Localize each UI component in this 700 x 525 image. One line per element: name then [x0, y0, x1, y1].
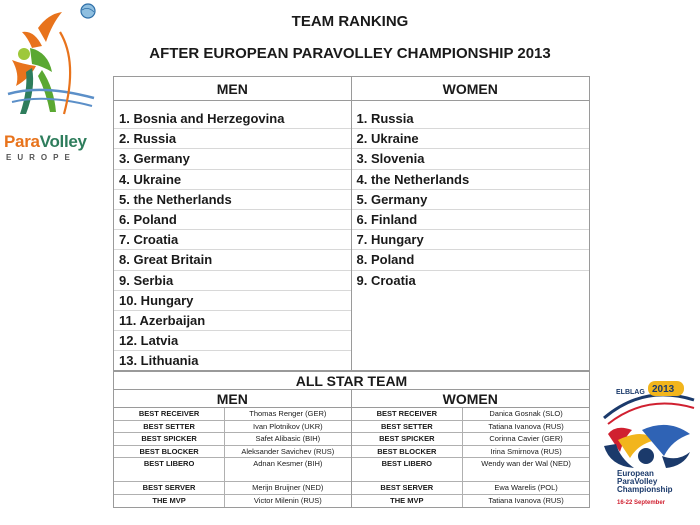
women-rank-row: 7. Hungary	[352, 230, 590, 250]
elblag-2013-championship-logo	[594, 378, 700, 525]
men-rank-row: 10. Hungary	[114, 291, 351, 311]
award-player: Ewa Warelis (POL)	[494, 483, 558, 492]
award-player: Tatiana Ivanova (RUS)	[488, 421, 564, 431]
women-rank-row: 1. Russia	[352, 109, 590, 129]
men-rank-row: 7. Croatia	[114, 230, 351, 250]
award-player: Thomas Renger (GER)	[249, 409, 327, 418]
all-star-row	[352, 458, 590, 482]
award-role: BEST BLOCKER	[352, 446, 464, 458]
all-star-row	[352, 421, 590, 434]
page-subtitle: AFTER EUROPEAN PARAVOLLEY CHAMPIONSHIP 2013	[149, 45, 551, 62]
all-star-title: ALL STAR TEAM	[114, 370, 589, 390]
all-star-row	[114, 495, 351, 508]
logo-line-1: European	[617, 469, 654, 478]
women-rank-row: 4. the Netherlands	[352, 170, 590, 190]
award-player: Irina Smirnova (RUS)	[490, 446, 562, 456]
award-player: Wendy wan der Wal (NED)	[481, 459, 571, 468]
award-player: Safet Alibasic (BIH)	[255, 434, 321, 443]
award-role: BEST SETTER	[114, 421, 225, 433]
logo-sub-europe: EUROPE	[6, 153, 76, 162]
logo-championship-text	[617, 470, 673, 494]
men-rank-row: 2. Russia	[114, 129, 351, 149]
award-role: BEST SERVER	[114, 482, 225, 494]
award-player: Victor Milenin (RUS)	[253, 495, 322, 505]
award-player: Corinna Cavier (GER)	[489, 434, 563, 443]
team-ranking-table	[113, 76, 590, 372]
logo-year: 2013	[652, 384, 675, 395]
award-role: THE MVP	[352, 495, 464, 508]
logo-dates: 16-22 September	[617, 500, 666, 506]
all-star-row	[352, 446, 590, 459]
men-rank-row: 3. Germany	[114, 149, 351, 169]
men-rank-row: 5. the Netherlands	[114, 190, 351, 210]
men-rank-row: 1. Bosnia and Herzegovina	[114, 109, 351, 129]
paravolley-europe-logo	[0, 0, 100, 170]
all-star-men-header: MEN	[114, 390, 352, 407]
all-star-row	[114, 408, 351, 421]
all-star-row	[114, 482, 351, 495]
award-player: Tatiana Ivanova (RUS)	[488, 495, 564, 505]
men-rank-row: 13. Lithuania	[119, 353, 199, 369]
all-star-women-header: WOMEN	[442, 391, 498, 407]
men-rank-row: 4. Ukraine	[114, 170, 351, 190]
award-role: BEST SPICKER	[114, 433, 225, 445]
all-star-row	[114, 433, 351, 446]
all-star-men-column	[114, 408, 352, 507]
all-star-team-table	[113, 370, 590, 508]
men-rank-row: 12. Latvia	[114, 331, 351, 351]
all-star-row	[114, 421, 351, 434]
men-ranking-column	[114, 101, 352, 371]
paravolley-wordmark	[4, 132, 87, 152]
all-star-row	[352, 408, 590, 421]
award-role: BEST LIBERO	[352, 458, 464, 481]
award-role: BEST BLOCKER	[114, 446, 225, 458]
page-title: TEAM RANKING	[291, 13, 409, 30]
women-rank-row: 3. Slovenia	[352, 149, 590, 169]
logo-word-volley: Volley	[39, 132, 87, 151]
women-rank-row: 2. Ukraine	[352, 129, 590, 149]
men-rank-row: 8. Great Britain	[114, 250, 351, 270]
women-rank-row: 5. Germany	[352, 190, 590, 210]
award-role: BEST SPICKER	[352, 433, 464, 445]
men-rank-row: 11. Azerbaijan	[114, 311, 351, 331]
all-star-row	[114, 446, 351, 459]
logo-line-2: ParaVolley	[617, 477, 658, 486]
award-player: Adnan Kesmer (BIH)	[253, 459, 323, 468]
award-role: BEST SETTER	[352, 421, 464, 433]
logo-city: ELBLAG	[616, 389, 645, 396]
women-ranking-column	[352, 101, 590, 371]
logo-word-para: Para	[4, 132, 40, 151]
award-role: BEST RECEIVER	[352, 408, 464, 420]
award-role: BEST RECEIVER	[114, 408, 225, 420]
women-rank-row: 8. Poland	[352, 250, 590, 270]
award-role: BEST SERVER	[352, 482, 464, 494]
all-star-row	[352, 433, 590, 446]
award-player: Danica Gosnak (SLO)	[489, 409, 563, 418]
all-star-row	[352, 495, 590, 508]
women-rank-row: 6. Finland	[352, 210, 590, 230]
all-star-row	[114, 458, 351, 482]
award-player: Ivan Plotnikov (UKR)	[253, 421, 323, 431]
men-rank-row: 9. Serbia	[114, 271, 351, 291]
women-rank-row: 9. Croatia	[356, 272, 416, 288]
award-player: Aleksander Savichev (RUS)	[241, 446, 335, 456]
award-role: BEST LIBERO	[114, 458, 225, 481]
women-header: WOMEN	[442, 81, 498, 97]
all-star-row	[352, 482, 590, 495]
men-rank-row: 6. Poland	[114, 210, 351, 230]
volleyball-player-logo-icon	[2, 2, 98, 132]
all-star-header-row	[114, 390, 589, 408]
award-role: THE MVP	[114, 495, 225, 508]
ranking-header-row	[114, 77, 589, 101]
award-player: Merijn Bruijner (NED)	[252, 483, 324, 492]
all-star-women-column	[352, 408, 590, 507]
men-header: MEN	[114, 77, 352, 100]
logo-line-3: Championship	[617, 485, 673, 494]
